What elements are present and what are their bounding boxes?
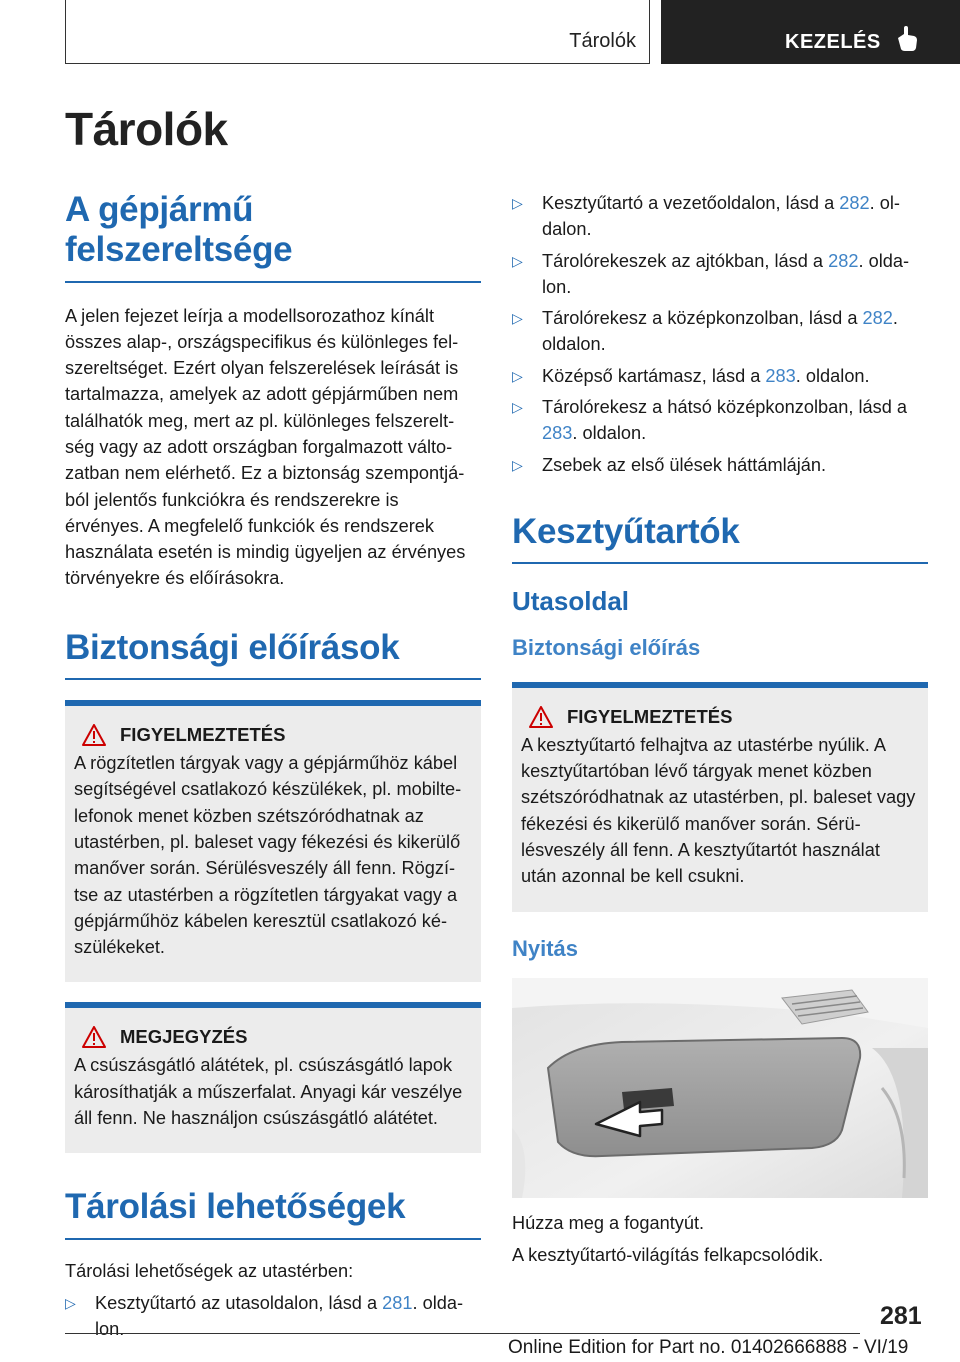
warning-triangle-icon <box>529 706 553 728</box>
heading-safety-rule: Biztonsági előírás <box>512 635 701 661</box>
page-link[interactable]: 282 <box>828 250 859 271</box>
page-link[interactable]: 281 <box>382 1292 413 1313</box>
page-link[interactable]: 283 <box>765 365 796 386</box>
note-text: A csúszásgátló alátétek, pl. csúszásgátló lapok károsíthatják a műszerfalat. Anyagi kár veszélye áll fenn. Ne használjon csúszásgátló alátétet. <box>74 1055 463 1128</box>
left-column <box>65 190 481 1342</box>
note-header <box>74 1026 472 1048</box>
heading-safety: Biztonsági előírások <box>65 628 481 680</box>
hand-pointer-icon <box>895 26 919 52</box>
warning-header <box>74 724 472 746</box>
heading-equipment: A gépjármű felszereltsége <box>65 190 481 283</box>
header-chapter-tab <box>661 0 960 64</box>
warning-title: FIGYELMEZTETÉS <box>120 724 286 746</box>
heading-storage: Tárolási lehetőségek <box>65 1187 481 1239</box>
paragraph-light-on: A kesztyűtartó-világítás felkapcsolódik. <box>512 1245 824 1266</box>
page-title: Tárolók <box>65 103 228 155</box>
note-box-anti-slip <box>65 1002 481 1153</box>
heading-gloveboxes: Kesztyűtartók <box>512 512 928 564</box>
list-item: ▷ Középső kartámasz, lásd a 283. oldalon. <box>512 363 928 389</box>
warning-box-glovebox <box>512 682 928 912</box>
list-item: ▷ Tárolórekeszek az ajtókban, lásd a 282. olda-lon. <box>512 248 928 301</box>
warning-box-unsecured-objects <box>65 700 481 982</box>
warning-triangle-icon <box>82 724 106 746</box>
heading-passenger-side: Utasoldal <box>512 586 630 617</box>
storage-list-right <box>512 190 928 478</box>
paragraph-equipment: A jelen fejezet leírja a modellsorozathoz kínált összes alap-, országspecifikus és különleges fel-szereltséget. Ezért olyan felszerelések leírását is tartalmazza, amelyek az adott gépjárműben nem találhatók meg, mert az pl. különleges felszerelt-ség vagy az adott országban forgalmazott válto-zatban nem elérhető. Ez a biztonság szempontjá-ból jelentős funkciókra és rendszerekre is érvényes. A megfelelő funkciók és rendszerek használata esetén is mindig ügyeljen az érvényes törvényekre és előírásokra. <box>65 305 466 589</box>
header-section-title: Tárolók <box>569 30 636 52</box>
warning-header <box>521 706 919 728</box>
list-item: ▷ Tárolórekesz a középkonzolban, lásd a 282. oldalon. <box>512 305 928 358</box>
header-chapter-label: KEZELÉS <box>785 31 881 53</box>
note-title: MEGJEGYZÉS <box>120 1026 248 1048</box>
paragraph-storage: Tárolási lehetőségek az utastérben: <box>65 1260 354 1281</box>
page-link[interactable]: 283 <box>542 423 573 444</box>
header-frame <box>65 0 650 64</box>
footer-edition: Online Edition for Part no. 01402666888 - VI/19 <box>508 1337 909 1358</box>
glovebox-photo <box>512 978 928 1198</box>
right-column <box>512 190 928 1269</box>
warning-text: A kesztyűtartó felhajtva az utastérbe nyúlik. A kesztyűtartóban lévő tárgyak menet közben szétszóródhatnak az utastérben, pl. baleset vagy fékezési és kikerülő manőver során. Sérü-lésveszély áll fenn. A kesztyűtartót használat után azonnal be kell csukni. <box>521 734 916 887</box>
footer-rule <box>65 1333 860 1334</box>
page-link[interactable]: 282 <box>862 308 893 329</box>
page-link[interactable]: 282 <box>839 193 870 213</box>
list-item: ▷ Tárolórekesz a hátsó középkonzolban, lásd a 283. oldalon. <box>512 394 928 447</box>
list-item: ▷ Kesztyűtartó a vezetőoldalon, lásd a 282. ol-dalon. <box>512 190 928 243</box>
paragraph-pull-handle: Húzza meg a fogantyút. <box>512 1212 705 1233</box>
list-item: ▷ Kesztyűtartó az utasoldalon, lásd a 281. olda-lon. <box>65 1290 481 1343</box>
heading-opening: Nyitás <box>512 935 579 961</box>
warning-title: FIGYELMEZTETÉS <box>567 705 733 727</box>
warning-text: A rögzítetlen tárgyak vagy a gépjárműhöz kábel segítségével csatlakozó készülékek, pl. mobilte-lefonok menet közben szétszóródhatnak az utastérben, pl. baleset vagy fékezési és kikerülő manőver során. Sérülésveszély áll fenn. Rögzí-tse az utastérben a rögzítetlen tárgyakat vagy a gépjárműhöz kábelen keresztül csatlakozó ké-szülékeket. <box>74 753 462 958</box>
storage-list-left <box>65 1290 481 1343</box>
page-number: 281 <box>880 1302 922 1330</box>
glovebox-illustration <box>512 978 928 1198</box>
list-item: ▷ Zsebek az első ülések háttámláján. <box>512 452 928 478</box>
warning-triangle-icon <box>82 1026 106 1048</box>
